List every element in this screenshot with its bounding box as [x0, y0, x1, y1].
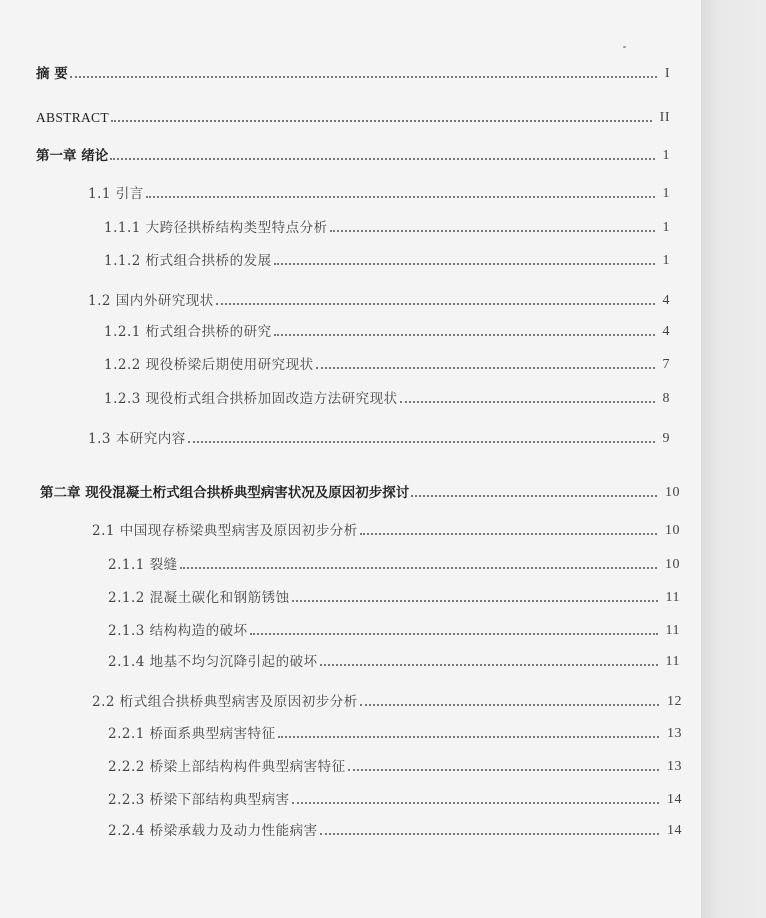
- toc-entry-page: 1: [662, 253, 670, 268]
- toc-entry-title: 2.2.4 桥梁承载力及动力性能病害: [108, 823, 318, 839]
- toc-entry-title: 1.2.2 现役桥梁后期使用研究现状: [104, 357, 314, 373]
- toc-entry-page: 11: [665, 623, 680, 638]
- dot-leader: [250, 633, 658, 635]
- toc-entry-page: 13: [667, 726, 682, 741]
- dot-leader: [146, 196, 655, 198]
- toc-entry-2-2-3[interactable]: [108, 786, 682, 810]
- dot-leader: [274, 263, 655, 265]
- toc-entry-2-2-4[interactable]: [108, 817, 682, 841]
- toc-entry-page: II: [659, 110, 670, 125]
- toc-entry-title: 1.2.1 桁式组合拱桥的研究: [104, 324, 272, 340]
- dot-leader: [278, 736, 659, 738]
- dot-leader: [360, 533, 657, 535]
- toc-entry-2-1[interactable]: [92, 517, 680, 541]
- toc-entry-title: 2.1.2 混凝土碳化和钢筋锈蚀: [108, 590, 290, 606]
- dot-leader: [348, 769, 659, 771]
- dot-leader: [320, 833, 659, 835]
- toc-entry-page: 14: [667, 823, 682, 838]
- toc-entry-title: 摘 要: [36, 66, 68, 82]
- toc-entry-1-2-3[interactable]: [104, 385, 670, 409]
- toc-entry-page: 1: [662, 148, 670, 163]
- toc-entry-title: 2.2.3 桥梁下部结构典型病害: [108, 792, 290, 808]
- toc-entry-2-1-3[interactable]: [108, 617, 680, 641]
- toc-entry-1-1[interactable]: [88, 180, 670, 204]
- dot-leader: [292, 600, 658, 602]
- dot-leader: [330, 230, 655, 232]
- toc-entry-2-1-2[interactable]: [108, 584, 680, 608]
- toc-entry-2-2-2[interactable]: [108, 753, 682, 777]
- dot-leader: [70, 76, 657, 78]
- toc-entry-title: 1.1.1 大跨径拱桥结构类型特点分析: [104, 220, 328, 236]
- toc-entry-page: 14: [667, 792, 682, 807]
- dot-leader: [216, 303, 655, 305]
- toc-entry-page: 11: [665, 590, 680, 605]
- toc-entry-page: 13: [667, 759, 682, 774]
- toc-entry-title: 1.1 引言: [88, 186, 144, 202]
- dot-leader: [320, 664, 658, 666]
- toc-entry-2-1-1[interactable]: [108, 551, 680, 575]
- dot-leader: [274, 334, 655, 336]
- toc-entry-1-2[interactable]: [88, 287, 670, 311]
- toc-entry-2-2-1[interactable]: [108, 720, 682, 744]
- toc-entry-chapter-1[interactable]: [36, 142, 670, 166]
- toc-entry-title: 2.1 中国现存桥梁典型病害及原因初步分析: [92, 523, 358, 539]
- toc-entry-page: 9: [662, 431, 670, 446]
- toc-entry-page: 8: [662, 391, 670, 406]
- toc-entry-title: 2.2.2 桥梁上部结构构件典型病害特征: [108, 759, 346, 775]
- toc-entry-title: 1.2.3 现役桁式组合拱桥加固改造方法研究现状: [104, 391, 398, 407]
- toc-entry-title: 2.1.3 结构构造的破坏: [108, 623, 248, 639]
- toc-entry-page: 4: [662, 293, 670, 308]
- toc-entry-title: 第一章 绪论: [36, 148, 109, 164]
- toc-entry-page: 11: [665, 654, 680, 669]
- toc-entry-title: 第二章 现役混凝土桁式组合拱桥典型病害状况及原因初步探讨: [40, 485, 410, 501]
- toc-entry-title: 1.1.2 桁式组合拱桥的发展: [104, 253, 272, 269]
- toc-entry-abstract-en[interactable]: [36, 104, 670, 128]
- toc-entry-2-1-4[interactable]: [108, 648, 680, 672]
- toc-entry-page: 10: [665, 557, 680, 572]
- dot-leader: [360, 704, 659, 706]
- toc-entry-1-2-2[interactable]: [104, 351, 670, 375]
- dot-leader: [188, 441, 655, 443]
- toc-entry-chapter-2[interactable]: [40, 479, 680, 503]
- toc-entry-title: 1.3 本研究内容: [88, 431, 186, 447]
- toc-entry-1-1-2[interactable]: [104, 247, 670, 271]
- scan-speck: [623, 46, 626, 48]
- toc-entry-title: 2.1.1 裂缝: [108, 557, 178, 573]
- toc-entry-1-2-1[interactable]: [104, 318, 670, 342]
- page-edge-shadow: [701, 0, 766, 918]
- toc-entry-title: 2.2.1 桥面系典型病害特征: [108, 726, 276, 742]
- toc-entry-page: 10: [665, 485, 680, 500]
- toc-entry-page: 10: [665, 523, 680, 538]
- dot-leader: [400, 401, 655, 403]
- toc-entry-title: 2.2 桁式组合拱桥典型病害及原因初步分析: [92, 694, 358, 710]
- toc-entry-title: 2.1.4 地基不均匀沉降引起的破坏: [108, 654, 318, 670]
- dot-leader: [316, 367, 655, 369]
- dot-leader: [411, 495, 657, 497]
- dot-leader: [292, 802, 659, 804]
- toc-entry-page: 1: [662, 186, 670, 201]
- toc-entry-title: ABSTRACT: [36, 110, 109, 125]
- toc-entry-2-2[interactable]: [92, 688, 682, 712]
- toc-entry-page: I: [664, 66, 670, 81]
- toc-entry-page: 4: [662, 324, 670, 339]
- dot-leader: [110, 158, 654, 160]
- toc-entry-page: 12: [667, 694, 682, 709]
- toc-entry-title: 1.2 国内外研究现状: [88, 293, 214, 309]
- dot-leader: [111, 120, 652, 122]
- toc-entry-abstract-cn[interactable]: [36, 60, 670, 84]
- dot-leader: [180, 567, 657, 569]
- toc-entry-1-3[interactable]: [88, 425, 670, 449]
- toc-entry-page: 7: [662, 357, 670, 372]
- toc-entry-1-1-1[interactable]: [104, 214, 670, 238]
- toc-entry-page: 1: [662, 220, 670, 235]
